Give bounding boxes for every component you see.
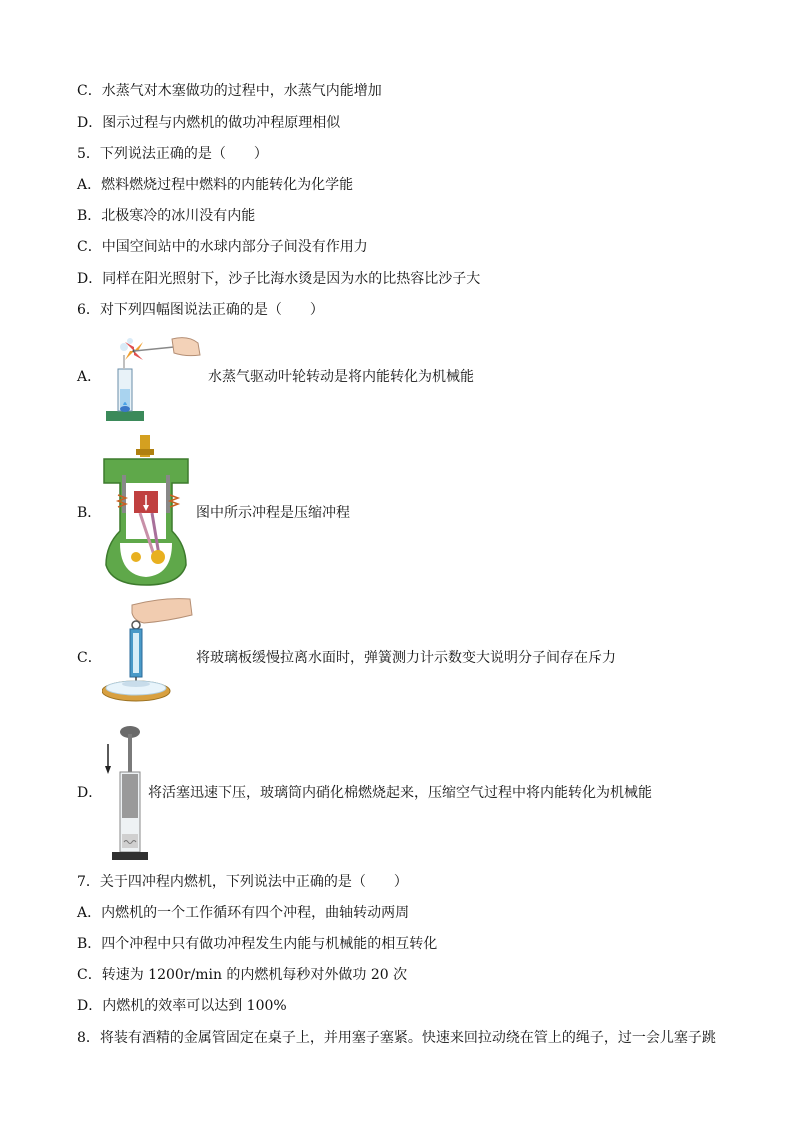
q7-option-d: D．内燃机的效率可以达到 100%	[77, 998, 287, 1014]
q6-stem: 6．对下列四幅图说法正确的是（ ）	[77, 302, 324, 318]
q5-stem: 5．下列说法正确的是（ ）	[77, 146, 268, 162]
q4-option-d: D．图示过程与内燃机的做功冲程原理相似	[77, 115, 341, 131]
q5-option-c: C．中国空间站中的水球内部分子间没有作用力	[77, 239, 368, 255]
q7-stem: 7．关于四冲程内燃机，下列说法中正确的是（ ）	[77, 874, 408, 890]
q5-option-a: A．燃料燃烧过程中燃料的内能转化为化学能	[77, 177, 354, 193]
q6-option-d-label: D．	[77, 785, 103, 801]
q6-option-c-label: C．	[77, 650, 102, 666]
q4-option-c: C．水蒸气对木塞做功的过程中，水蒸气内能增加	[77, 83, 382, 99]
q7-option-a: A．内燃机的一个工作循环有四个冲程，曲轴转动两周	[77, 905, 410, 921]
q6-option-a-caption: 水蒸气驱动叶轮转动是将内能转化为机械能	[208, 369, 474, 385]
air-compression-figure	[100, 724, 148, 862]
q7-option-c: C．转速为 1200r/min 的内燃机每秒对外做功 20 次	[77, 967, 408, 983]
q6-option-b-caption: 图中所示冲程是压缩冲程	[196, 505, 350, 521]
q5-option-b: B．北极寒冷的冰川没有内能	[77, 208, 256, 224]
q6-option-d-caption: 将活塞迅速下压，玻璃筒内硝化棉燃烧起来，压缩空气过程中将内能转化为机械能	[148, 785, 652, 801]
q5-option-d: D．同样在阳光照射下，沙子比海水烫是因为水的比热容比沙子大	[77, 271, 481, 287]
q6-option-b-label: B．	[77, 505, 102, 521]
q7-option-b: B．四个冲程中只有做功冲程发生内能与机械能的相互转化	[77, 936, 438, 952]
steam-pinwheel-figure	[104, 333, 204, 423]
spring-scale-glass-figure	[102, 597, 194, 705]
q6-option-a-label: A．	[77, 369, 102, 385]
q6-option-c-caption: 将玻璃板缓慢拉离水面时，弹簧测力计示数变大说明分子间存在斥力	[196, 650, 616, 666]
engine-stroke-figure	[100, 435, 192, 587]
q8-stem: 8．将装有酒精的金属管固定在桌子上，并用塞子塞紧。快速来回拉动绕在管上的绳子，过一会儿塞子跳	[77, 1030, 716, 1046]
